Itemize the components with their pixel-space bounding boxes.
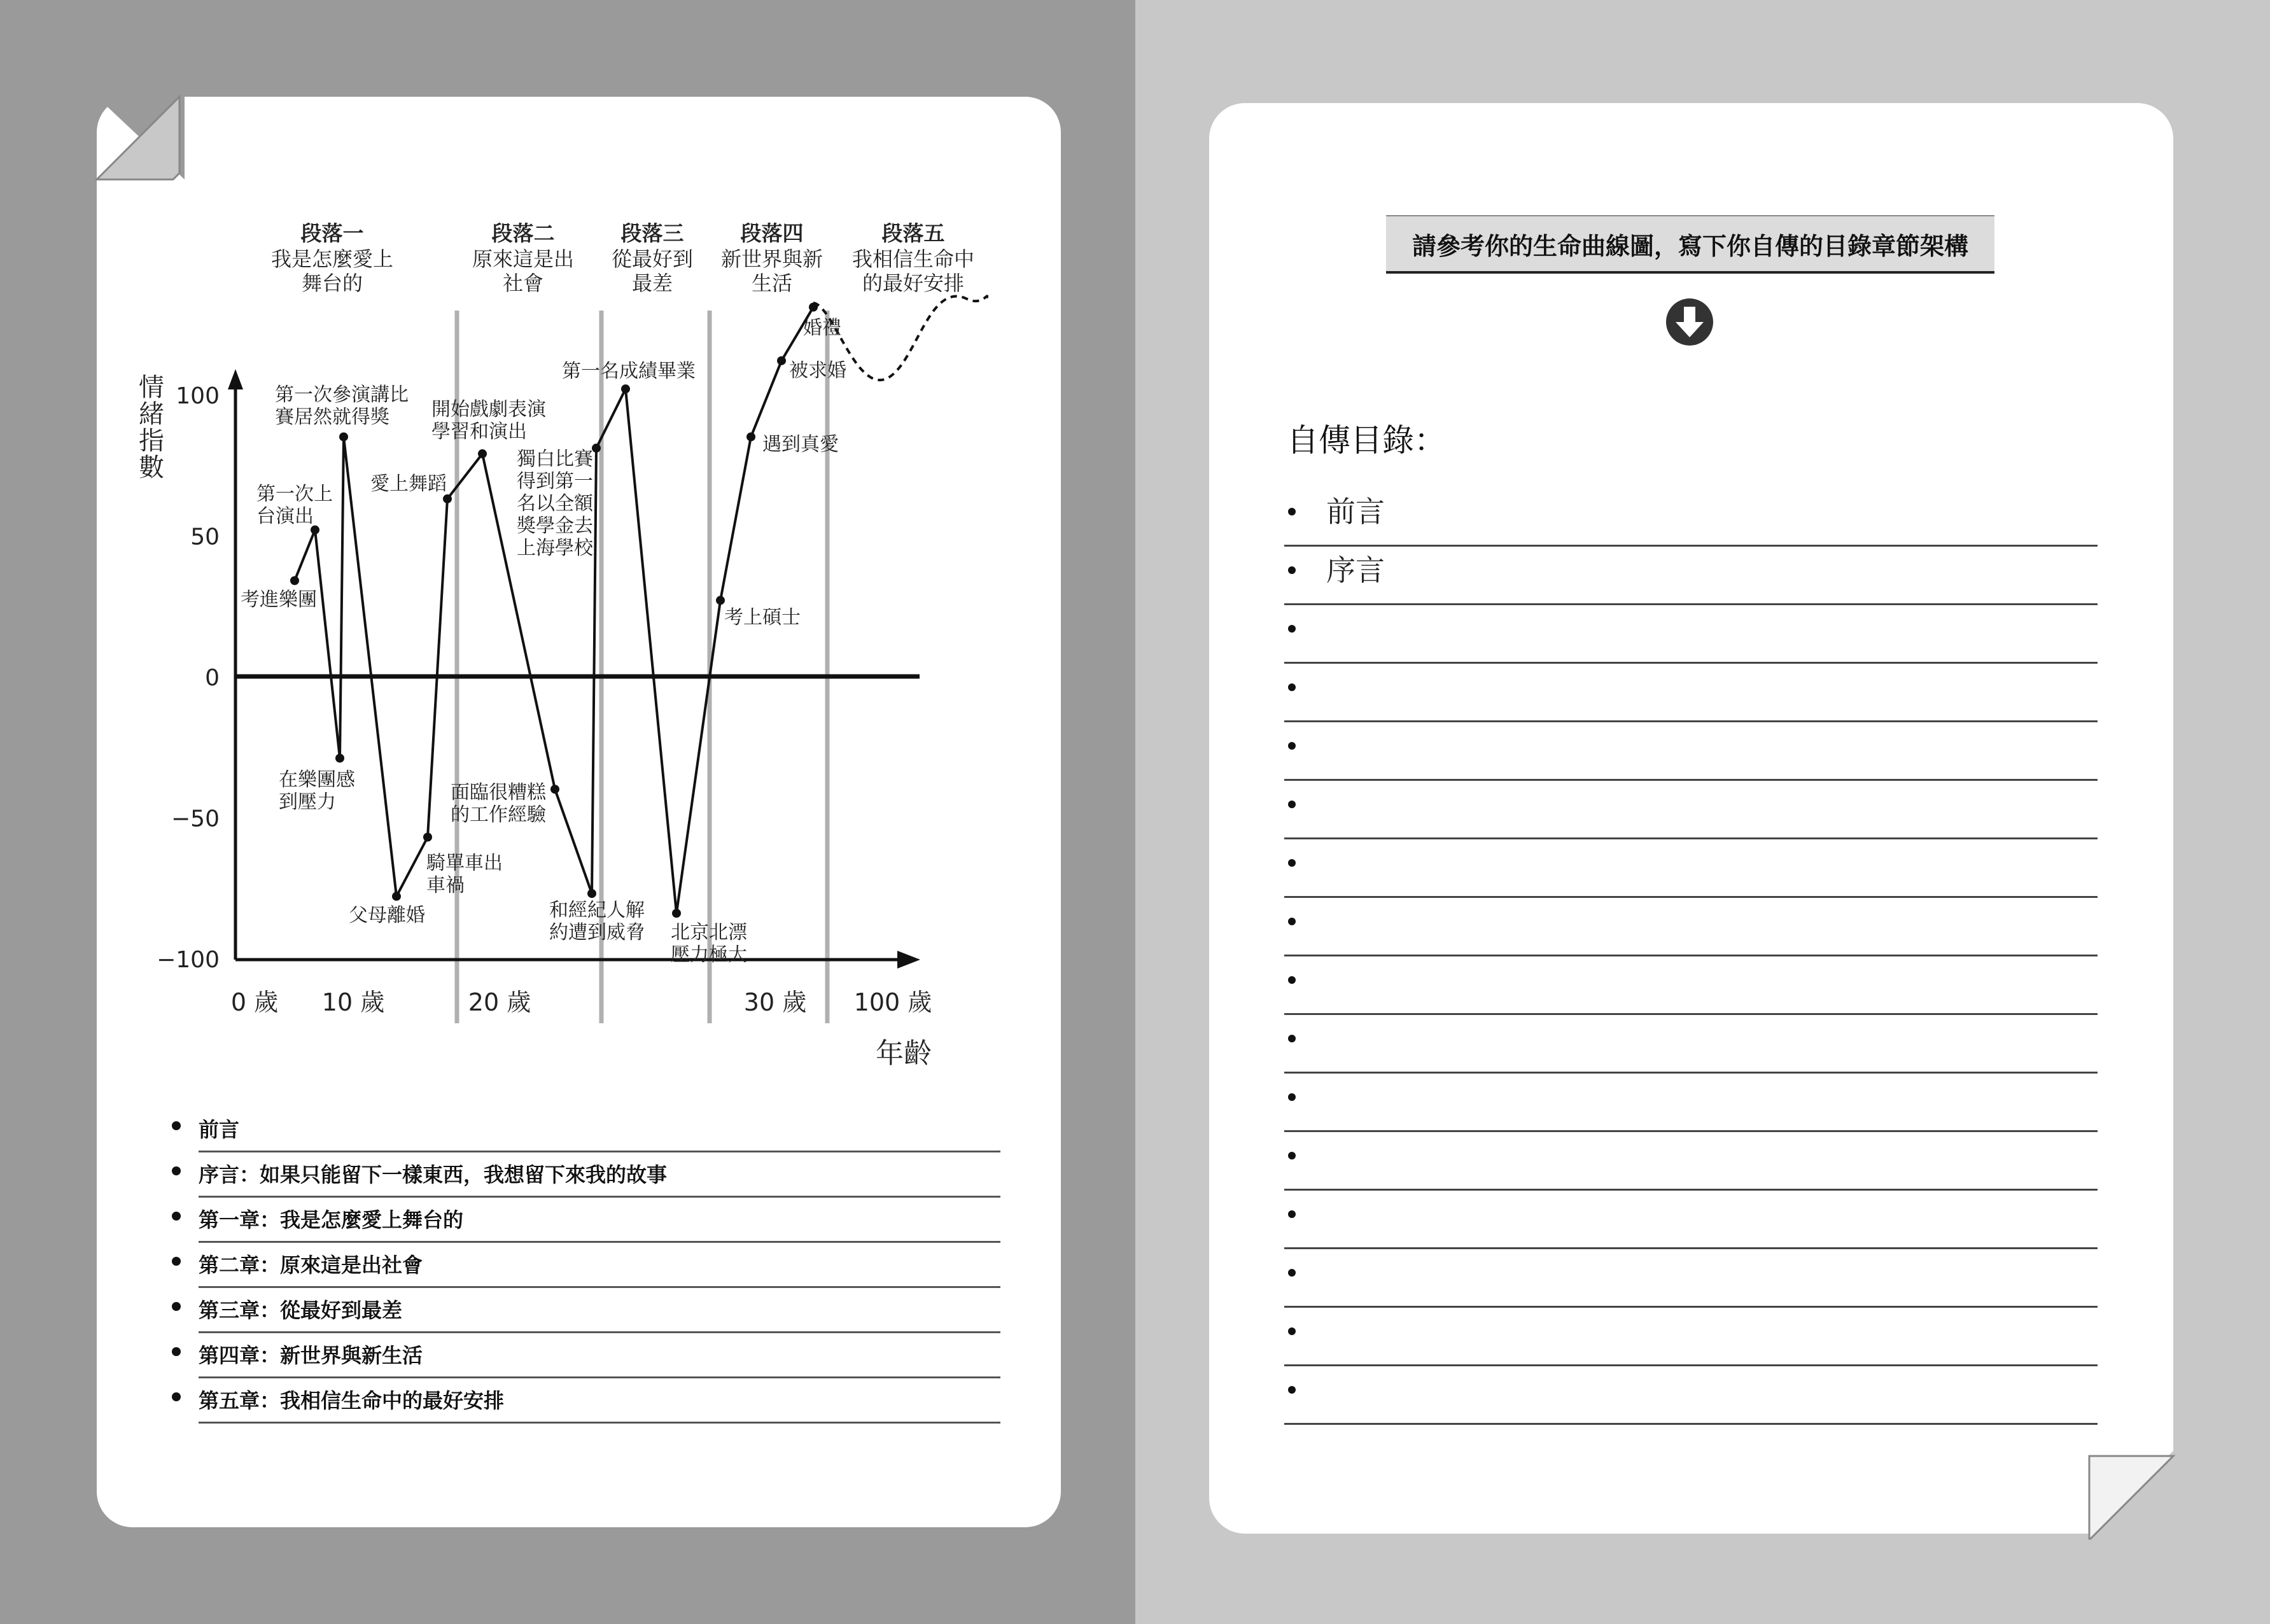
segment-title: 段落一 (300, 221, 364, 246)
bullet-icon (172, 1166, 181, 1175)
event-point (335, 753, 344, 762)
event-point (392, 892, 401, 901)
segment-title: 段落五 (881, 221, 945, 246)
instruction-banner: 請參考你的生命曲線圖，寫下你自傳的目錄章節架構 (1386, 215, 1994, 274)
event-point (478, 449, 487, 458)
toc-entry-line[interactable] (1284, 720, 2098, 781)
toc-entry-line[interactable] (1284, 837, 2098, 898)
bullet-icon (1288, 742, 1296, 750)
segment-subtitle: 我相信生命中 (851, 247, 975, 271)
bullet-icon (172, 1257, 181, 1266)
bullet-icon (1288, 1093, 1296, 1101)
event-label: 在樂團感 (279, 769, 355, 791)
segment-title: 段落二 (491, 221, 555, 246)
toc-item (199, 1106, 1000, 1152)
segment-subtitle: 的最好安排 (862, 271, 965, 295)
toc-entry-line[interactable] (1284, 955, 2098, 1015)
event-label: 考進樂團 (241, 589, 317, 611)
event-label: 台演出 (256, 505, 314, 528)
event-label: 學習和演出 (431, 421, 527, 443)
toc-item (199, 1196, 1000, 1243)
event-label: 騎單車出 (426, 852, 503, 874)
event-point (621, 384, 630, 393)
bullet-icon (172, 1121, 181, 1130)
y-tick-label: 50 (190, 524, 220, 550)
x-axis-arrow (897, 951, 920, 969)
event-label: 名以全額 (517, 493, 593, 515)
y-tick-label: −100 (157, 947, 220, 973)
segment-title: 段落三 (620, 221, 684, 246)
bullet-icon (1288, 1386, 1296, 1394)
event-label: 獨白比賽 (517, 448, 593, 470)
y-axis-arrow (228, 369, 243, 389)
segment-title: 段落四 (740, 221, 804, 246)
segment-subtitle: 新世界與新 (720, 247, 823, 271)
toc-entry-line[interactable] (1284, 1189, 2098, 1249)
toc-item (199, 1377, 1000, 1424)
event-point (587, 889, 596, 898)
event-label: 北京北漂 (671, 921, 747, 944)
event-point (550, 785, 559, 794)
event-point (290, 576, 299, 585)
right-toc-title: 自傳目錄： (1287, 422, 1446, 459)
event-label: 壓力極大 (671, 944, 747, 966)
event-point (672, 909, 681, 918)
event-point (777, 356, 786, 365)
y-axis-label: 指 (139, 426, 164, 456)
x-tick-label: 10 歲 (321, 988, 385, 1016)
toc-entry-line[interactable] (1284, 662, 2098, 722)
bullet-icon (172, 1392, 181, 1401)
event-label: 到壓力 (279, 791, 336, 813)
toc-entry-line[interactable] (1284, 1306, 2098, 1366)
toc-entry-line[interactable] (1284, 1013, 2098, 1074)
toc-entry-line[interactable] (1284, 1130, 2098, 1191)
x-tick-label: 30 歲 (743, 988, 807, 1016)
bullet-icon (1288, 625, 1296, 633)
event-label: 父母離婚 (349, 904, 425, 927)
bullet-icon (1288, 801, 1296, 808)
toc-item-label: 序言：如果只能留下一樣東西，我想留下來我的故事 (199, 1163, 668, 1187)
bullet-icon (172, 1302, 181, 1311)
toc-entry-line[interactable] (1284, 603, 2098, 664)
bullet-icon (1288, 1035, 1296, 1042)
segment-subtitle: 生活 (751, 271, 793, 295)
event-label: 的工作經驗 (451, 804, 546, 826)
event-label: 考上碩士 (724, 606, 801, 629)
bullet-icon (172, 1212, 181, 1221)
toc-entry-label: 前言 (1326, 494, 1385, 529)
event-label: 第一次上 (256, 483, 333, 505)
segment-subtitle: 原來這是出 (472, 247, 575, 271)
toc-entry-line[interactable] (1284, 1072, 2098, 1132)
event-label: 上海學校 (517, 537, 593, 559)
y-tick-label: −50 (171, 806, 220, 832)
y-tick-label: 0 (205, 665, 220, 691)
x-tick-label: 20 歲 (468, 988, 531, 1016)
y-axis-label: 緒 (139, 400, 164, 429)
segment-subtitle: 最差 (631, 271, 673, 295)
bullet-icon (1288, 683, 1296, 691)
toc-entry-line[interactable] (1284, 896, 2098, 956)
toc-item (199, 1151, 1000, 1198)
x-tick-label: 0 歲 (230, 988, 279, 1016)
bullet-icon (1288, 566, 1296, 574)
toc-entry-line[interactable] (1284, 1364, 2098, 1425)
chart-marks (139, 221, 987, 1070)
event-label: 婚禮 (803, 317, 841, 339)
toc-item-label: 第二章：原來這是出社會 (199, 1253, 423, 1277)
event-point (423, 833, 432, 842)
y-axis-label: 情 (139, 373, 164, 402)
event-label: 車禍 (426, 874, 465, 897)
event-label: 和經紀人解 (549, 899, 645, 921)
toc-item (199, 1332, 1000, 1378)
x-axis-label: 年齡 (876, 1037, 932, 1070)
segment-subtitle: 從最好到 (611, 247, 694, 271)
event-point (716, 596, 725, 605)
toc-item-label: 前言 (199, 1117, 240, 1142)
bullet-icon (1288, 1210, 1296, 1218)
toc-entry-line[interactable] (1284, 545, 2098, 605)
bullet-icon (1288, 1327, 1296, 1335)
x-tick-label: 100 歲 (853, 988, 932, 1016)
event-label: 賽居然就得獎 (275, 406, 389, 428)
y-tick-label: 100 (176, 383, 220, 409)
segment-subtitle: 我是怎麼愛上 (270, 247, 394, 271)
toc-entry-line[interactable] (1284, 1247, 2098, 1308)
bullet-icon (1288, 1152, 1296, 1159)
event-label: 面臨很糟糕 (451, 781, 546, 804)
event-label: 愛上舞蹈 (370, 473, 447, 495)
event-label: 得到第一 (517, 470, 593, 493)
toc-item (199, 1242, 1000, 1288)
bullet-icon (1288, 859, 1296, 867)
down-arrow-icon (1665, 298, 1714, 346)
segment-subtitle: 舞台的 (301, 271, 363, 295)
event-point (339, 432, 348, 441)
bullet-icon (1288, 1269, 1296, 1277)
bullet-icon (172, 1347, 181, 1356)
toc-item-label: 第一章：我是怎麼愛上舞台的 (199, 1208, 464, 1232)
event-label: 獎學金去 (517, 515, 593, 537)
segment-subtitle: 社會 (502, 271, 544, 295)
y-axis-label: 數 (139, 453, 164, 482)
event-point (746, 432, 755, 441)
toc-item-label: 第四章：新世界與新生活 (199, 1343, 423, 1368)
toc-entry-line[interactable] (1284, 486, 2098, 547)
toc-entry-line[interactable] (1284, 779, 2098, 839)
toc-item-label: 第五章：我相信生命中的最好安排 (199, 1389, 505, 1413)
toc-item-label: 第三章：從最好到最差 (199, 1298, 403, 1322)
toc-entry-label: 序言 (1326, 553, 1385, 587)
event-label: 開始戲劇表演 (431, 398, 546, 421)
event-label: 第一次參演講比 (275, 384, 409, 406)
toc-item (199, 1287, 1000, 1333)
event-label: 遇到真愛 (762, 433, 839, 456)
event-label: 約遭到威脅 (549, 921, 645, 944)
event-label: 被求婚 (789, 360, 846, 382)
bullet-icon (1288, 918, 1296, 925)
bullet-icon (1288, 508, 1296, 515)
event-label: 第一名成績畢業 (562, 360, 696, 382)
event-point (443, 494, 452, 503)
event-point (592, 444, 601, 452)
bullet-icon (1288, 976, 1296, 984)
